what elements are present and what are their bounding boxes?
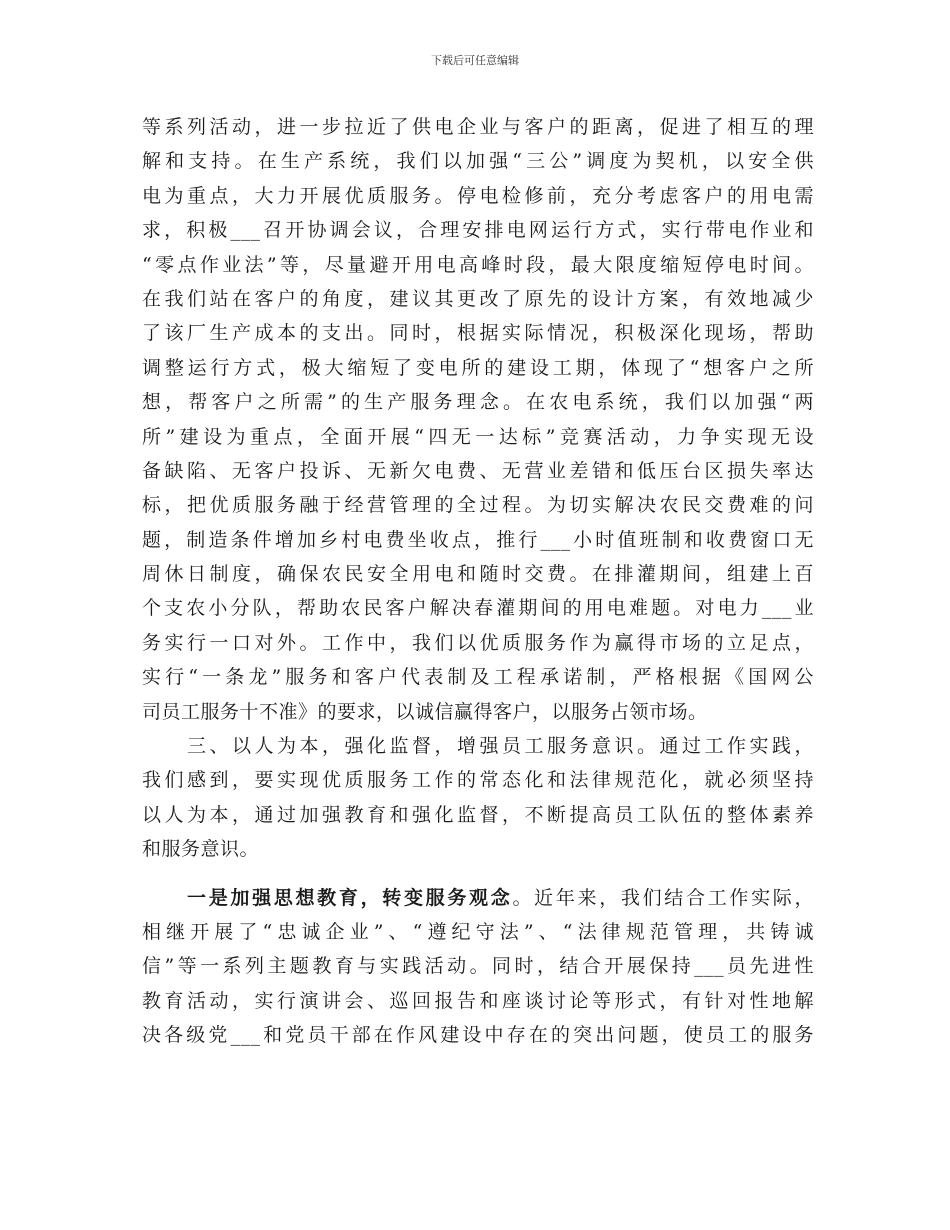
- bold-lead: 一是加强思想教育，转变服务观念: [187, 886, 513, 909]
- text-line: 电为重点，大力开展优质服务。停电检修前，充分考虑客户的用电需: [142, 184, 814, 207]
- text-line: 司员工服务十不准》的要求，以诚信赢得客户，以服务占领市场。: [142, 700, 708, 723]
- text-line: 了该厂生产成本的支出。同时，根据实际情况，积极深化现场，帮助: [142, 322, 814, 345]
- text-line: 信”等一系列主题教育与实践活动。同时，结合开展保持___员先进性: [142, 955, 814, 978]
- text-line: 想，帮客户之所需”的生产服务理念。在农电系统，我们以加强“两: [142, 391, 814, 414]
- text-line: 求，积极___召开协调会议，合理安排电网运行方式，实行带电作业和: [142, 219, 814, 242]
- page-header: 下载后可任意编辑: [431, 54, 519, 67]
- text-line: 三、以人为本，强化监督，增强员工服务意识。通过工作实践，: [187, 735, 814, 758]
- text-line: 相继开展了“忠诚企业”、“遵纪守法”、“法律规范管理，共铸诚: [142, 920, 814, 943]
- text-line: “零点作业法”等，尽量避开用电高峰时段，最大限度缩短停电时间。: [142, 253, 814, 276]
- text-line: 教育活动，实行演讲会、巡回报告和座谈讨论等形式，有针对性地解: [142, 989, 814, 1012]
- text-line: 我们感到，要实现优质服务工作的常态化和法律规范化，就必须坚持: [142, 769, 814, 792]
- text-line: 题，制造条件增加乡村电费坐收点，推行___小时值班制和收费窗口无: [142, 528, 814, 551]
- text-line: 以人为本，通过加强教育和强化监督，不断提高员工队伍的整体素养: [142, 803, 814, 826]
- text-line: 周休日制度，确保农民安全用电和随时交费。在排灌期间，组建上百: [142, 563, 814, 586]
- text-run: 。近年来，我们结合工作实际，: [512, 886, 814, 909]
- text-line: 解和支持。在生产系统，我们以加强“三公”调度为契机，以安全供: [142, 150, 814, 173]
- text-line: 和服务意识。: [142, 838, 260, 861]
- text-line: 所”建设为重点，全面开展“四无一达标”竞赛活动，力争实现无设: [142, 425, 814, 448]
- document-body: [142, 110, 814, 1053]
- text-line: 务实行一口对外。工作中，我们以优质服务作为赢得市场的立足点，: [142, 631, 814, 654]
- text-line: [142, 881, 814, 915]
- text-line: 个支农小分队，帮助农民客户解决春灌期间的用电难题。对电力___业: [142, 597, 814, 620]
- text-line: 决各级党___和党员干部在作风建设中存在的突出问题，使员工的服务: [142, 1024, 814, 1047]
- paragraph: [142, 729, 814, 867]
- paragraph: [142, 110, 814, 729]
- text-line: 调整运行方式，极大缩短了变电所的建设工期，体现了“想客户之所: [142, 356, 814, 379]
- text-line: 备缺陷、无客户投诉、无新欠电费、无营业差错和低压台区损失率达: [142, 459, 814, 482]
- text-line: 标，把优质服务融于经营管理的全过程。为切实解决农民交费难的问: [142, 494, 814, 517]
- paragraph: [142, 881, 814, 1053]
- text-line: 在我们站在客户的角度，建议其更改了原先的设计方案，有效地减少: [142, 287, 814, 310]
- paragraph-gap: [142, 867, 814, 881]
- text-line: 实行“一条龙”服务和客户代表制及工程承诺制，严格根据《国网公: [142, 666, 814, 689]
- text-line: 等系列活动，进一步拉近了供电企业与客户的距离，促进了相互的理: [142, 116, 814, 138]
